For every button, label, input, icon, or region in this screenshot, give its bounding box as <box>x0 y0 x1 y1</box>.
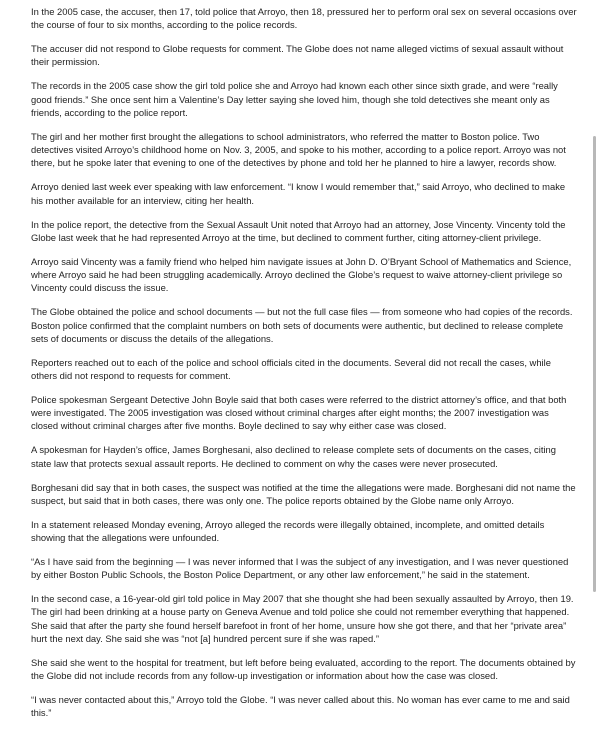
scrollbar[interactable] <box>593 136 596 592</box>
article-paragraph: Arroyo denied last week ever speaking with law enforcement. “I know I would remember that,” said Arroyo, who declined to make his mother available for an interview, citing her health. <box>31 181 566 206</box>
article-paragraph: Arroyo said Vincenty was a family friend who helped him navigate issues at John D. O’Bryant School of Mathematics and Science, where Arroyo said he had been struggling academically. Arroyo declined the Globe’s request to waive attorney-client privilege so Vincenty could discuss the issue. <box>31 255 572 294</box>
article-paragraph: A spokesman for Hayden’s office, James Borghesani, also declined to release complete sets of documents on the cases, citing state law that protects sexual assault reports. He declined to comment on why the cases were never prosecuted. <box>31 444 556 469</box>
article-paragraph: The accuser did not respond to Globe requests for comment. The Globe does not name alleged victims of sexual assault without their permission. <box>31 43 564 68</box>
article-paragraph: Borghesani did say that in both cases, the suspect was notified at the time the allegations were made. Borghesani did not name the suspect, but said that in both cases, there was only one. The police reports obtained by the Globe name only Arroyo. <box>31 481 576 506</box>
article-paragraph: In the 2005 case, the accuser, then 17, told police that Arroyo, then 18, pressured her to perform oral sex on several occasions over the course of four to six months, according to the police records. <box>31 6 577 31</box>
article-paragraph: The Globe obtained the police and school documents — but not the full case files — from someone who had copies of the records. Boston police confirmed that the complaint numbers on both sets of documents were authentic, but declined to release complete sets of documents or discuss the details of the allegations. <box>31 306 573 344</box>
article-paragraph: The girl and her mother first brought the allegations to school administrators, who referred the matter to Boston police. Two detectives visited Arroyo’s childhood home on Nov. 3, 2005, and spoke to his mother, according to a police report. Arroyo was not there, but he spoke later that evening to one of the detectives by phone and told her he planned to hire a lawyer, records show. <box>31 130 566 169</box>
article-paragraph: “As I have said from the beginning — I was never informed that I was the subject of any investigation, and I was never questioned by either Boston Public Schools, the Boston Police Department, or any other law enforcement,” he said in the statement. <box>31 555 569 581</box>
article-paragraph: She said she went to the hospital for treatment, but left before being evaluated, according to the report. The documents obtained by the Globe did not include records from any follow-up investigation or information about how the case was closed. <box>31 656 576 682</box>
article-paragraph: The records in the 2005 case show the girl told police she and Arroyo had known each other since sixth grade, and were “really good friends.” She once sent him a Valentine’s Day letter saying she loved him, though she told detectives she meant only as friends, according to the police report. <box>31 80 558 118</box>
article-body <box>31 5 578 720</box>
article-paragraph: “I was never contacted about this,” Arroyo told the Globe. “I was never called about this. No woman has ever came to me and said this.” <box>31 694 570 719</box>
article-paragraph: Reporters reached out to each of the police and school officials cited in the documents. Several did not recall the cases, while others did not respond to requests for comment. <box>31 356 551 381</box>
article-paragraph: In the second case, a 16-year-old girl told police in May 2007 that she thought she had been sexually assaulted by Arroyo, then 19. The girl had been drinking at a house party on Geneva Avenue and told police she could not remember everything that happened. She said that after the party she found herself barefoot in front of her home, unsure how she got there, and that her “private area” hurt the next day. She said she was “not [a] hundred percent sure if she was raped.” <box>31 593 574 644</box>
article-paragraph: Police spokesman Sergeant Detective John Boyle said that both cases were referred to the district attorney’s office, and that both were investigated. The 2005 investigation was closed without criminal charges after eight months; the 2007 investigation was closed without criminal charges after five months. Boyle declined to say why either case was closed. <box>31 393 567 432</box>
article-paragraph: In the police report, the detective from the Sexual Assault Unit noted that Arroyo had an attorney, Jose Vincenty. Vincenty told the Globe last week that he had represented Arroyo at the time, but declined to comment further, citing attorney-client privilege. <box>31 218 566 243</box>
article-paragraph: In a statement released Monday evening, Arroyo alleged the records were illegally obtained, incomplete, and omitted details showing that the allegations were unfounded. <box>31 518 545 544</box>
